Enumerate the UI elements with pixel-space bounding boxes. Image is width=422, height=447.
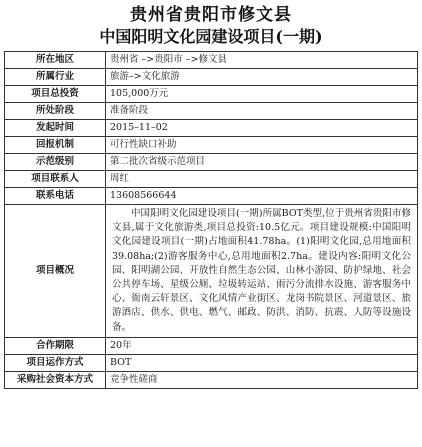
region-label: 所在地区	[5, 52, 106, 69]
investment-label: 项目总投资	[5, 86, 106, 103]
demo-level-value: 第二批次省级示范项目	[106, 154, 418, 171]
row-phone	[5, 188, 418, 205]
row-industry	[5, 69, 418, 86]
procurement-value: 竞争性磋商	[106, 371, 418, 388]
operation-mode-label: 项目运作方式	[5, 354, 106, 371]
demo-level-label: 示范级别	[5, 154, 106, 171]
title-line-2: 中国阳明文化园建设项目(一期)	[99, 27, 323, 46]
row-overview	[5, 205, 418, 338]
stage-label: 所处阶段	[5, 103, 106, 120]
start-date-label: 发起时间	[5, 120, 106, 137]
row-procurement	[5, 371, 418, 388]
overview-label: 项目概况	[5, 205, 106, 338]
industry-value: 旅游–>文化旅游	[106, 69, 418, 86]
project-info-table	[4, 51, 418, 389]
page-title	[4, 4, 418, 48]
start-date-value: 2015–11–02	[106, 120, 418, 137]
row-demo-level	[5, 154, 418, 171]
phone-value: 13608566644	[106, 188, 418, 205]
return-mechanism-label: 回报机制	[5, 137, 106, 154]
row-operation-mode	[5, 354, 418, 371]
overview-value: 中国阳明文化园建设项目(一期)所属BOT类型,位于贵州省贵阳市修文县,属于文化旅游类,项目总投资:10.5亿元。项目建设规模:中国阳明文化园建设项目(一期)占地面积41.78ha。(1)阳明文化园,总用地面积39.08ha;(2)游客服务中心,总用地面积2.7ha。建设内容:阳明文化公园、阳明湖公园、开放性自然生态公园、山林小游园、防护绿地、社会公共停车场、星级公厕、垃圾转运站、雨污分流排水设施、游客服务中心、衙南云轩景区、文化风情产业街区、龙岗书院景区、河道景区、旅游酒店、供水、供电、燃气、邮政、防洪、消防、抗震、人防等设施设备。	[106, 205, 418, 338]
row-start-date	[5, 120, 418, 137]
region-value: 贵州省 –>贵阳市 –>修文县	[106, 52, 418, 69]
term-value: 20年	[106, 337, 418, 354]
procurement-label: 采购社会资本方式	[5, 371, 106, 388]
term-label: 合作期限	[5, 337, 106, 354]
investment-value: 105,000万元	[106, 86, 418, 103]
return-mechanism-value: 可行性缺口补助	[106, 137, 418, 154]
row-stage	[5, 103, 418, 120]
row-term	[5, 337, 418, 354]
contact-person-label: 项目联系人	[5, 171, 106, 188]
row-investment	[5, 86, 418, 103]
row-contact-person	[5, 171, 418, 188]
operation-mode-value: BOT	[106, 354, 418, 371]
row-region	[5, 52, 418, 69]
industry-label: 所属行业	[5, 69, 106, 86]
title-line-1: 贵州省贵阳市修文县	[130, 5, 292, 25]
phone-label: 联系电话	[5, 188, 106, 205]
stage-value: 准备阶段	[106, 103, 418, 120]
row-return-mechanism	[5, 137, 418, 154]
contact-person-value: 周红	[106, 171, 418, 188]
